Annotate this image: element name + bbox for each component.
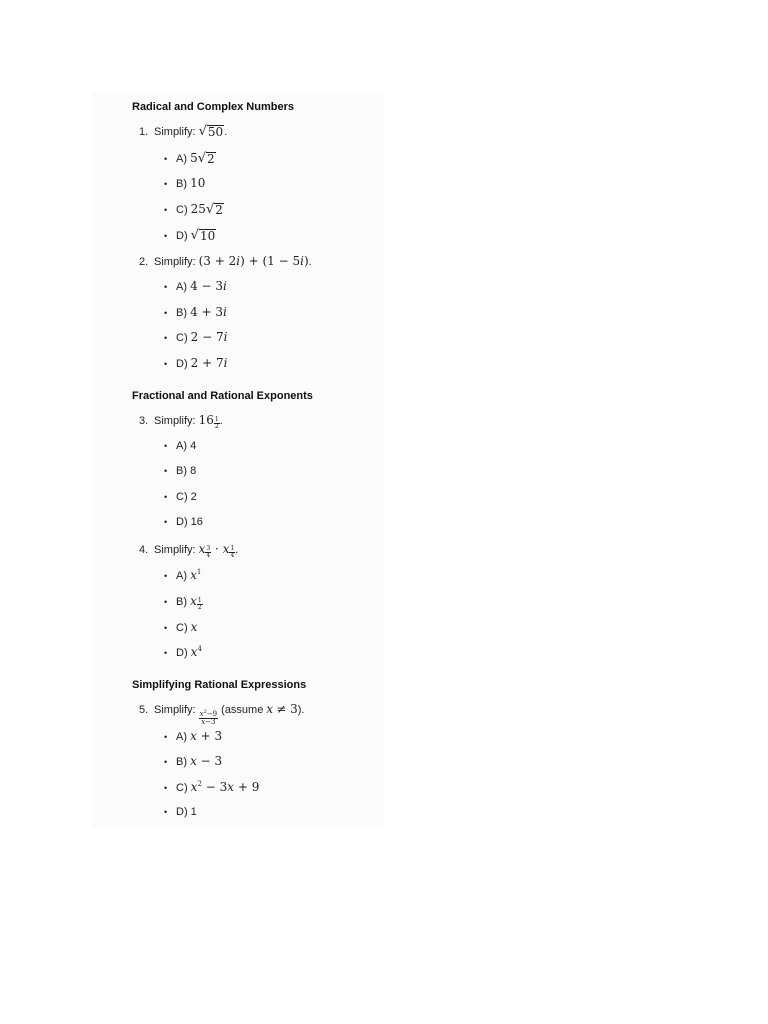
section-heading: Simplifying Rational Expressions xyxy=(132,679,307,691)
question-prefix: Simplify: xyxy=(154,415,199,427)
option-letter: A) xyxy=(176,731,187,743)
question-prefix: Simplify: xyxy=(154,256,199,268)
option-letter: A) xyxy=(176,570,187,582)
question-3 xyxy=(139,413,223,430)
question-prefix: Simplify: xyxy=(154,704,199,716)
option-expression: 10 xyxy=(190,176,206,190)
question-number: 4. xyxy=(139,544,149,556)
option-4c: • C) x xyxy=(164,620,198,634)
option-expression: $x^4$ xyxy=(190,645,202,659)
option-expression: x xyxy=(190,620,198,634)
question-suffix: . xyxy=(219,415,223,427)
option-letter: C) xyxy=(176,204,188,216)
question-2 xyxy=(139,254,312,268)
section-heading: Fractional and Rational Exponents xyxy=(132,390,313,402)
option-letter: D) xyxy=(176,358,188,370)
option-5d: • D) 1 xyxy=(164,806,197,818)
option-letter: C) xyxy=(176,491,188,503)
option-2b: • B) 4 + 3i xyxy=(164,305,227,319)
option-expression: $x^1$ xyxy=(190,568,202,582)
option-5c: • C) $x^2 - 3x + 9$ xyxy=(164,780,260,794)
option-letter: D) xyxy=(176,516,188,528)
question-1 xyxy=(139,124,227,139)
question-5 xyxy=(139,702,304,727)
option-2d: • D) 2 + 7i xyxy=(164,356,228,370)
option-expression: 2 xyxy=(190,491,197,503)
option-letter: B) xyxy=(176,596,187,608)
option-letter: C) xyxy=(176,782,188,794)
question-suffix: . xyxy=(235,544,239,556)
option-letter: B) xyxy=(176,178,187,190)
option-1a: • A) 5 √ 2 xyxy=(164,151,215,166)
question-expression: $\frac{x^2-9}{x-3}$ xyxy=(199,709,218,727)
question-prefix: Simplify: xyxy=(154,544,199,556)
option-3d: • D) 16 xyxy=(164,516,203,528)
option-letter: A) xyxy=(176,281,187,293)
option-expression: 16 xyxy=(190,516,203,528)
option-1b: • B) 10 xyxy=(164,176,206,190)
option-expression: 4 + 3i xyxy=(190,305,227,319)
option-expression: x + 3 xyxy=(190,729,223,743)
option-1d: • D) √ 10 xyxy=(164,228,216,243)
question-expression: √ 50 xyxy=(198,124,224,139)
question-number: 3. xyxy=(139,415,149,427)
question-suffix: (assume x ≠ 3). xyxy=(218,702,305,716)
question-suffix: . xyxy=(308,256,312,268)
question-number: 5. xyxy=(139,704,149,716)
option-expression: 5 √ 2 xyxy=(190,151,215,166)
option-4d: • D) $x^4$ xyxy=(164,645,202,659)
question-expression: 16 $\frac{1}{2}$ xyxy=(198,413,219,430)
option-expression: 2 − 7i xyxy=(190,330,228,344)
option-letter: B) xyxy=(176,465,187,477)
option-letter: A) xyxy=(176,440,187,452)
option-expression: 2 + 7i xyxy=(190,356,228,370)
option-4b: • B) x $\frac{1}{2}$ xyxy=(164,594,202,611)
option-5a: • A) x + 3 xyxy=(164,729,223,743)
question-suffix: . xyxy=(224,126,228,138)
option-5b: • B) x − 3 xyxy=(164,754,223,768)
option-letter: B) xyxy=(176,307,187,319)
option-4a: • A) $x^1$ xyxy=(164,568,202,582)
option-letter: C) xyxy=(176,622,188,634)
option-letter: B) xyxy=(176,756,187,768)
option-expression: 8 xyxy=(190,465,197,477)
option-expression: 4 − 3i xyxy=(190,279,227,293)
option-letter: D) xyxy=(176,647,188,659)
option-letter: D) xyxy=(176,230,188,242)
question-expression: (3 + 2i) + (1 − 5i) xyxy=(198,254,309,268)
question-prefix: Simplify: xyxy=(154,126,199,138)
option-expression: x $\frac{1}{2}$ xyxy=(190,594,202,611)
question-expression: x $\frac{3}{4}$ · x $\frac{1}{4}$ xyxy=(198,542,235,559)
question-4 xyxy=(139,542,238,559)
question-number: 2. xyxy=(139,256,149,268)
section-heading: Radical and Complex Numbers xyxy=(132,101,294,113)
question-number: 1. xyxy=(139,126,149,138)
option-letter: C) xyxy=(176,332,188,344)
option-letter: A) xyxy=(176,153,187,165)
option-expression: 25 √ 2 xyxy=(190,202,223,217)
option-expression: 1 xyxy=(190,806,197,818)
option-expression: x − 3 xyxy=(190,754,223,768)
option-expression: $x^2 - 3x + 9$ xyxy=(190,780,260,794)
option-2c: • C) 2 − 7i xyxy=(164,330,228,344)
option-expression: 4 xyxy=(190,440,197,452)
option-3c: • C) 2 xyxy=(164,491,197,503)
option-3a: • A) 4 xyxy=(164,440,197,452)
option-expression: √ 10 xyxy=(190,228,216,243)
option-3b: • B) 8 xyxy=(164,465,197,477)
option-letter: D) xyxy=(176,806,188,818)
option-2a: • A) 4 − 3i xyxy=(164,279,227,293)
option-1c: • C) 25 √ 2 xyxy=(164,202,223,217)
